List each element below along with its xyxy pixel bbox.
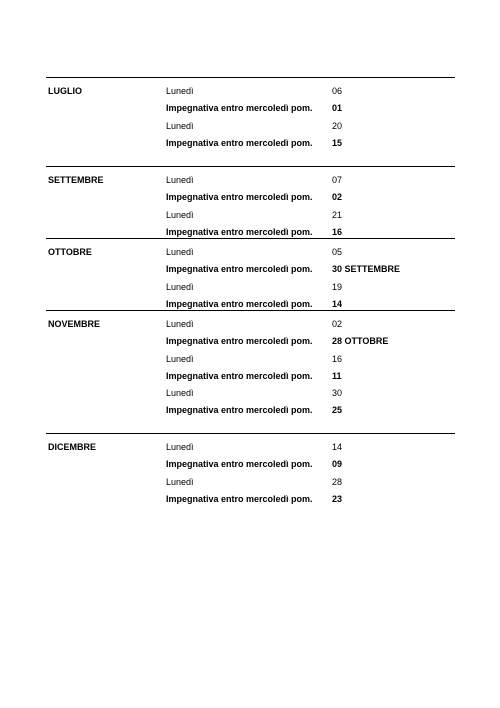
row-label: Impegnativa entro mercoledì pom. <box>166 459 313 469</box>
row-value: 14 <box>332 299 343 309</box>
row-label: Lunedì <box>166 388 194 398</box>
schedule-row <box>46 353 455 370</box>
row-value: 30 SETTEMBRE <box>332 264 401 274</box>
row-label: Impegnativa entro mercoledì pom. <box>166 336 313 346</box>
schedule-row <box>46 102 455 119</box>
row-value: 15 <box>332 138 343 148</box>
schedule-row <box>46 281 455 298</box>
row-label: Lunedì <box>166 319 194 329</box>
row-label: Lunedì <box>166 121 194 131</box>
month-name: DICEMBRE <box>48 442 97 452</box>
row-label: Impegnativa entro mercoledì pom. <box>166 103 313 113</box>
row-value: 07 <box>332 175 343 185</box>
row-label: Lunedì <box>166 175 194 185</box>
row-label: Impegnativa entro mercoledì pom. <box>166 494 313 504</box>
schedule-row <box>46 493 455 510</box>
schedule-row <box>46 174 455 191</box>
month-block-luglio <box>46 77 455 166</box>
row-value: 06 <box>332 86 343 96</box>
row-label: Lunedì <box>166 442 194 452</box>
row-value: 28 <box>332 477 343 487</box>
schedule-row <box>46 441 455 458</box>
row-label: Impegnativa entro mercoledì pom. <box>166 192 313 202</box>
row-value: 09 <box>332 459 343 469</box>
month-block-settembre <box>46 166 455 238</box>
schedule-row <box>46 246 455 263</box>
schedule-row <box>46 387 455 404</box>
row-value: 21 <box>332 210 343 220</box>
schedule-row <box>46 318 455 335</box>
row-label: Impegnativa entro mercoledì pom. <box>166 264 313 274</box>
row-value: 20 <box>332 121 343 131</box>
month-block-ottobre <box>46 238 455 310</box>
row-value: 02 <box>332 192 343 202</box>
month-block-novembre <box>46 310 455 433</box>
row-label: Lunedì <box>166 247 194 257</box>
row-value: 16 <box>332 354 343 364</box>
row-value: 05 <box>332 247 343 257</box>
month-name: OTTOBRE <box>48 247 92 257</box>
schedule-row <box>46 85 455 102</box>
month-name: NOVEMBRE <box>48 319 101 329</box>
month-name: SETTEMBRE <box>48 175 104 185</box>
row-label: Lunedì <box>166 282 194 292</box>
schedule-row <box>46 191 455 208</box>
row-value: 01 <box>332 103 343 113</box>
schedule-row <box>46 458 455 475</box>
row-label: Lunedì <box>166 477 194 487</box>
row-label: Impegnativa entro mercoledì pom. <box>166 405 313 415</box>
schedule-row <box>46 370 455 387</box>
row-value: 16 <box>332 227 343 237</box>
row-value: 02 <box>332 319 343 329</box>
schedule-row <box>46 404 455 421</box>
row-label: Lunedì <box>166 210 194 220</box>
row-label: Impegnativa entro mercoledì pom. <box>166 371 313 381</box>
schedule-row <box>46 137 455 154</box>
row-value: 11 <box>332 371 342 381</box>
row-label: Impegnativa entro mercoledì pom. <box>166 227 313 237</box>
schedule-row <box>46 476 455 493</box>
row-label: Lunedì <box>166 86 194 96</box>
row-label: Lunedì <box>166 354 194 364</box>
schedule-row <box>46 120 455 137</box>
row-value: 28 OTTOBRE <box>332 336 389 346</box>
month-name: LUGLIO <box>48 86 82 96</box>
row-value: 23 <box>332 494 343 504</box>
row-label: Impegnativa entro mercoledì pom. <box>166 138 313 148</box>
row-label: Impegnativa entro mercoledì pom. <box>166 299 313 309</box>
schedule-row <box>46 263 455 280</box>
row-value: 30 <box>332 388 343 398</box>
schedule-row <box>46 209 455 226</box>
row-value: 14 <box>332 442 343 452</box>
row-value: 25 <box>332 405 343 415</box>
schedule-row <box>46 335 455 352</box>
row-value: 19 <box>332 282 343 292</box>
month-block-dicembre <box>46 433 455 514</box>
